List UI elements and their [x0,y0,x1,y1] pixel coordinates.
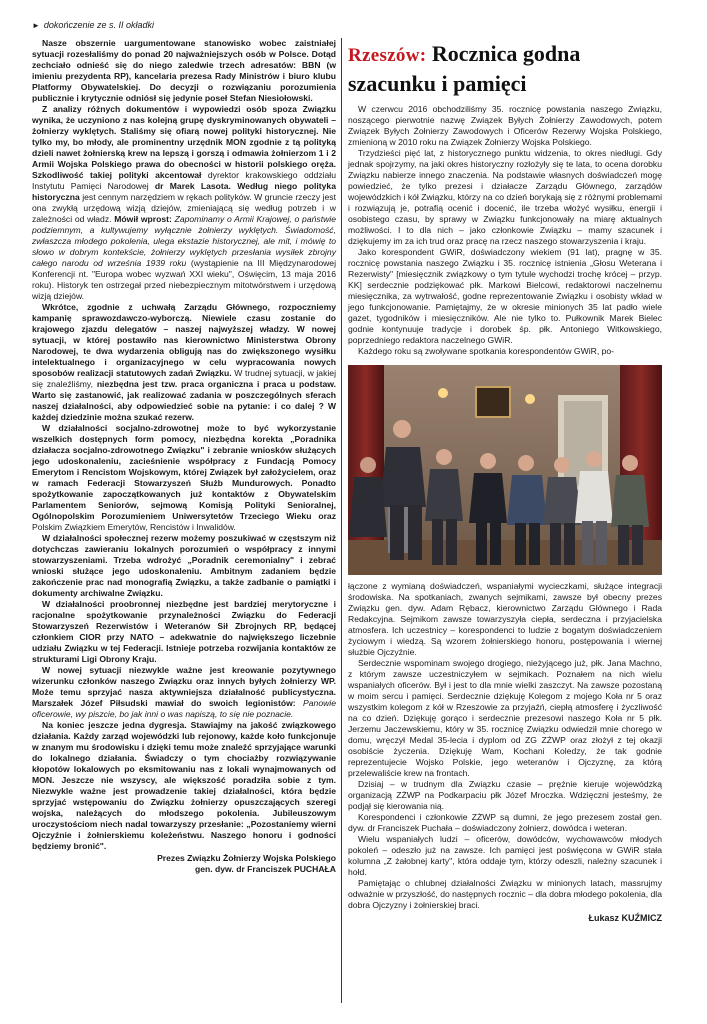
left-paragraph [32,38,336,104]
article-author: Łukasz KUŹMICZ [588,913,662,923]
text-run: dyrektor krakowskiego oddziału Instytutu Pamięci Narodowej [32,170,336,191]
text-run: Na koniec jeszcze jedna dygresja. Stawiajmy na jakość związkowego działania. Każdy zarząd wojewódzki lub rejonowy, każde koło funkcjonuje w znanym mu środowisku i dzięki temu może znaleźć sprzyjające warunki do lokalnego działania. Świadczy o tym chociażby rozwiązywanie kłopotów lokalowych po eksmitowaniu nas z lokali wynajmowanych od MON. Jeszcze nie wszyscy, ale większość poradziła sobie z tym. Niezwykle ważne jest prowadzenie takiej działalności, która będzie sprzyjać wstępowaniu do Związku żołnierzy opuszczających szeregi wojska, należących do młodszego pokolenia. [32,720,336,818]
left-column-article-ending [32,38,336,875]
column-divider [341,38,342,1003]
text-run: W działalności proobronnej niezbędne jest bardziej merytoryczne i racjonalne spożytkowanie przynależności Związku do Federacji Stowarzyszeń Rezerwistów i Weteranów Sił Zbrojnych RP, będącej członkiem CIOR przy NATO – adekwatnie do największego liczebnie udziału Związku w tej Federacji. Istnieje potrzeba rozwijania kontaktów ze strukturami Ligi Obrony Kraju. [32,599,336,664]
article-paragraph: łączone z wymianą doświadczeń, wspaniałymi wycieczkami, służące integracji środowiska. Na spotkaniach, zwanych sejmikami, zawsze był obecny prezes Związku gen. dyw. Adam Rębacz, kierownictwo Zarządu Głównego i Rada Redakcyjna. Sejmikom zawsze towarzyszyła ciepła, serdeczna i przyjacielska atmosfera. Ich uczestnicy – korespondenci to ludzie z bogatym doświadczeniem życiowym i wiedzą. Są wzorem żołnierskiego honoru, postępowania i wiernej służbie Ojczyźnie. [348,581,662,657]
continuation-note [32,20,154,30]
text-run: Jubileuszowym uroczystościom niech nadal towarzyszy przesłanie: „Pozostaniemy wierni Ojczyźnie i żołnierskiemu koleżeństwu. Naszego honoru i godności będziemy bronić". [32,808,336,851]
continuation-text: dokończenie ze s. II okładki [43,20,154,30]
signature-title: Prezes Związku Żołnierzy Wojska Polskiego [157,853,336,863]
text-run: Polskim Związkiem Emerytów, Rencistów i Inwalidów. [32,522,236,532]
text-run: W trudnej sytuacji, w jakiej się znaleźliśmy, [32,368,336,389]
article-paragraph: Dzisiaj – w trudnym dla Związku czasie – prężnie kieruje wojewódzką organizacją ZŻWP na Podkarpaciu płk Józef Mroczka. Wdzięczni jesteśmy, że podjął się kierowania nią. [348,779,662,811]
text-run: W nowej sytuacji niezwykle ważne jest kreowanie pozytywnego wizerunku członków naszego Związku oraz innych byłych żołnierzy WP. Może temu sprzyjać nasza aktywniejsza działalność publicystyczna. Marszałek Józef Piłsudski mawiał do swoich legionistów: [32,665,336,708]
article-paragraph: Każdego roku są zwoływane spotkania korespondentów GWiR, po- [358,346,615,356]
article-headline [348,38,662,96]
text-run: Wkrótce, zgodnie z uchwałą Zarządu Głównego, rozpoczniemy kampanię sprawozdawczo-wyborczą. Niewiele czasu zostanie do krajowego zjazdu delegatów – naszej najwyższej władzy. W nowej sytuacji, w której postawiło nas kierownictwo Ministerstwa Obrony Narodowej, te dwa wydarzenia obligują nas do zwiększonego wysiłku intelektualnego i organizacyjnego w celu wypracowania nowych sposobów realizacji statutowych zadań Związku. [32,302,336,378]
text-run: Nasze obszernie uargumentowane stanowisko wobec zaistniałej sytuacji rozesłaliśmy do ponad 20 najważniejszych osób w Polsce. Dotąd zechciało odnieść się do niego zaledwie trzech adresatów: BBN (w imieniu prezydenta RP), kancelaria prezesa Rady Ministrów i biuro klubu Platformy Obywatelskiej. Do decyzji o rozwiązaniu porozumienia publicznie i krytycznie odniósł się jedynie poseł Stefan Niesiołowski. [32,38,336,103]
text-run: Mówił wprost: [114,214,175,224]
article-paragraph: Serdecznie wspominam swojego drogiego, nieżyjącego już, płk. Jana Machno, z którym zawsze uczestniczyłem w sejmikach. Poznałem na nich wielu wspaniałych oficerów. Był i jest to dla mnie wielki zaszczyt. Na zawsze pozostaną w moim sercu i pamięci. Serdecznie dziękuję Kolegom z mojego Koła nr 5 oraz wszystkim kolegom z kół w Rzeszowie za przyjaźń, ciepłą atmosferę i życzliwość na co dzień. Dziękuję gorąco i serdecznie prezesowi naszego Koła nr 5 płk. Jerzemu Jaczewskiemu, który w 35. rocznicę Związku odwiedził mnie chorego w domu, wręczył Medal 35-lecia i dyplom od ZG ZŻWP oraz złożył z tej okazji osobiście życzenia. Dziękuję Wam, Kochani Koledzy, że tak godnie reprezentujecie Wojsko Polskie, jego weteranów i Ojczyznę, za którą przelewaliście krew na frontach. [348,658,662,778]
left-paragraph [32,599,336,665]
text-run: W działalności społecznej rezerw możemy poszukiwać w częstszym niż dotychczas zawieraniu lokalnych porozumień o współpracy z innymi stowarzyszeniami. Trzeba wdrożyć „Poradnik ceremonialny" i zebrać wnioski służące jego udoskonaleniu. Ambitnym zadaniem będzie zakończenie prac nad monografią Związku, a także zadbanie o pamiątki i dokumenty archiwalne Związku. [32,533,336,598]
article-paragraph: Pamiętając o chlubnej działalności Związku w minionych latach, massrujmy odważnie w przyszłość, do następnych rocznic – dla dobra młodego pokolenia, dla dobra Ojczyzny i żołnierskiej braci. [348,878,662,910]
article-paragraph: Jako korespondent GWiR, doświadczony wiekiem (91 lat), pragnę w 35. rocznicę powstania naszego Związku i 35. rocznicę istnienia „Głosu Weterana i Rezerwisty" [miesięcznik związkowy o tym tytule wychodzi trochę krócej – przyp. KK] serdecznie podziękować płk. Markowi Bielcowi, redaktorowi naczelnemu miesięcznika, za wytrwałość, godne reprezentowanie Związku i osobisty wkład w jego funkcjonowanie. Pamiętajmy, że w okresie minionych 35 lat padło wiele gazet, tygodników i miesięczników. Ale nie tylko to. Pułkownik Marek Bielec godnie kontynuuje tradycje i dorobek śp. płk. Antoniego Witkowskiego, poprzedniego redaktora naczelnego GWiR. [348,247,662,345]
triangle-arrow-icon: ► [32,21,40,30]
group-photo [348,365,662,575]
article-body-bottom [348,581,662,911]
left-paragraph [32,104,336,302]
text-run: (wystąpienie na III Międzynarodowej Konferencji nt. "Europa wobec wyzwań XXI wieku", Oświęcim, 13 maja 2016 roku). Historyk ten ostrzegał przed niebezpiecznym mitotwórstwem i urzędową wizją dziejów. [32,258,336,301]
article-paragraph: Korespondenci i członkowie ZŻWP są dumni, że jego prezesem został gen. dyw. dr Franciszek Puchała – doświadczony żołnierz, dowódca i weteran. [348,812,662,833]
left-paragraph [32,665,336,720]
text-run: Zapominamy o Armii Krajowej, o państwie podziemnym, a kultywujemy wyłącznie żołnierzy wyklętych. Świadomość, zwłaszcza młodego pokolenia, ulega ekstazie historycznej, ale mit, i mówię to słowo w dobrym kontekście, żołnierzy wyklętych przesłania wysiłek zbrojny całego narodu od września 1939 roku [32,214,336,268]
text-run: W działalności socjalno-zdrowotnej może to być wykorzystanie wszelkich dostępnych form pomocy, niezbędna korekta „Poradnika działacza socjalno-zdrowotnego Związku" i zebranie wniosków służących jego udoskonaleniu, zacieśnienie współpracy z Fundacją Pomocy Emerytom i Rencistom Wojskowym, której Związek był założycielem, oraz w ramach Federacji Stowarzyszeń Służb Mundurowych. Ponadto spożytkowanie zapoczątkowanych już kontaktów z Obywatelskim Parlamentem Seniorów, sejmową Komisją Polityki Senioralnej, Ogólnopolskim Porozumieniem Uniwersytetów Trzeciego Wieku oraz [32,423,336,521]
left-paragraph [32,720,336,852]
left-paragraphs [32,38,336,852]
left-paragraph [32,423,336,533]
left-paragraph [32,302,336,423]
text-run: Z analizy różnych dokumentów i wypowiedzi osób spoza Związku wynika, że uczyniono z nas kolejną grupę dyskryminowanych obywateli – żołnierzy wyklętych. Staliśmy się ofiarą nowej polityki historycznej. Nie tylko my, bo młody, ale prominentny urzędnik MON zgodnie z tą polityką dzieli nawet żołnierską krew na lepszą i gorszą i odmawia żołnierzom 1 i 2 Armii Wojska Polskiego prawa do obecności w historii polskiego oręża. Szkodliwość takiej polityki akcentował [32,104,336,180]
signature-name: gen. dyw. dr Franciszek PUCHAŁA [194,864,336,874]
text-run: dr Marek Lasota. Według niego polityka historyczna [32,181,336,202]
text-run: jest cennym narzędziem w rękach polityków. W gruncie rzeczy jest ona zwykłą urzędową wizją dziejów, zmieniającą się według potrzeb i w zależności od władz. [32,192,336,224]
article-body-top [348,104,662,357]
signature-block [32,853,336,875]
headline-city: Rzeszów: [348,45,427,66]
text-run: niezbędna jest tzw. praca organiczna i praca u podstaw. Warto się zastanowić, jak realizować zadania w poszczególnych sferach naszej działalności, aby odpowiedzieć sobie na pytanie: i co dalej ? W każdej dziedzinie można szukać rezerw. [32,379,336,422]
headline-title-line2: szacunku i pamięci [348,71,527,96]
article-paragraph: Wielu wspaniałych ludzi – oficerów, dowódców, wychowawców młodych pokoleń – odeszło już na zawsze. Ich pamięci jest poświęcona w GWiR stała kolumna „Z żałobnej karty", która oddaje tym, którzy odeszli, należny szacunek i hołd. [348,834,662,877]
text-run: Panowie oficerowie, wy piszcie, bo jak inni o was napiszą, to się nie poznacie. [32,698,336,719]
left-paragraph [32,533,336,599]
headline-title-line1: Rocznica godna [426,41,581,66]
right-column-article [348,38,662,923]
article-paragraph: Trzydzieści pięć lat, z historycznego punktu widzenia, to okres niedługi. Gdy jednak spojrzymy, na jaki okres historyczny rozłożyły się te lata, to ocena dorobku Związku nabierze innego znaczenia. Na podstawie własnych doświadczeń mogę powiedzieć, że tylko prezesi i działacze Zarządu Głównego, zarządów wojewódzkich i kół Związku, którzy na co dzień borykają się z różnymi problemami i rozwiązują je, potrafią ocenić i docenić, ile trzeba włożyć wysiłku, energii i osobistego czasu, by sprawy w Związku funkcjonowały na miarę aktualnych możliwości. I to dla nich – jako członkowie Związku – mamy szacunek i dziękujemy im za ich trud oraz pracę na rzecz naszego stowarzyszenia i kraju. [348,148,662,246]
article-paragraph: W czerwcu 2016 obchodziliśmy 35. rocznicę powstania naszego Związku, noszącego pierwotnie nazwę Związek Byłych Żołnierzy Zawodowych, potem Związek Byłych Żołnierzy Zawodowych i Oficerów Rezerwy Wojska Polskiego, zmienioną w 2010 roku na Związek Żołnierzy Wojska Polskiego. [348,104,662,147]
group-photo-illustration [348,365,662,575]
